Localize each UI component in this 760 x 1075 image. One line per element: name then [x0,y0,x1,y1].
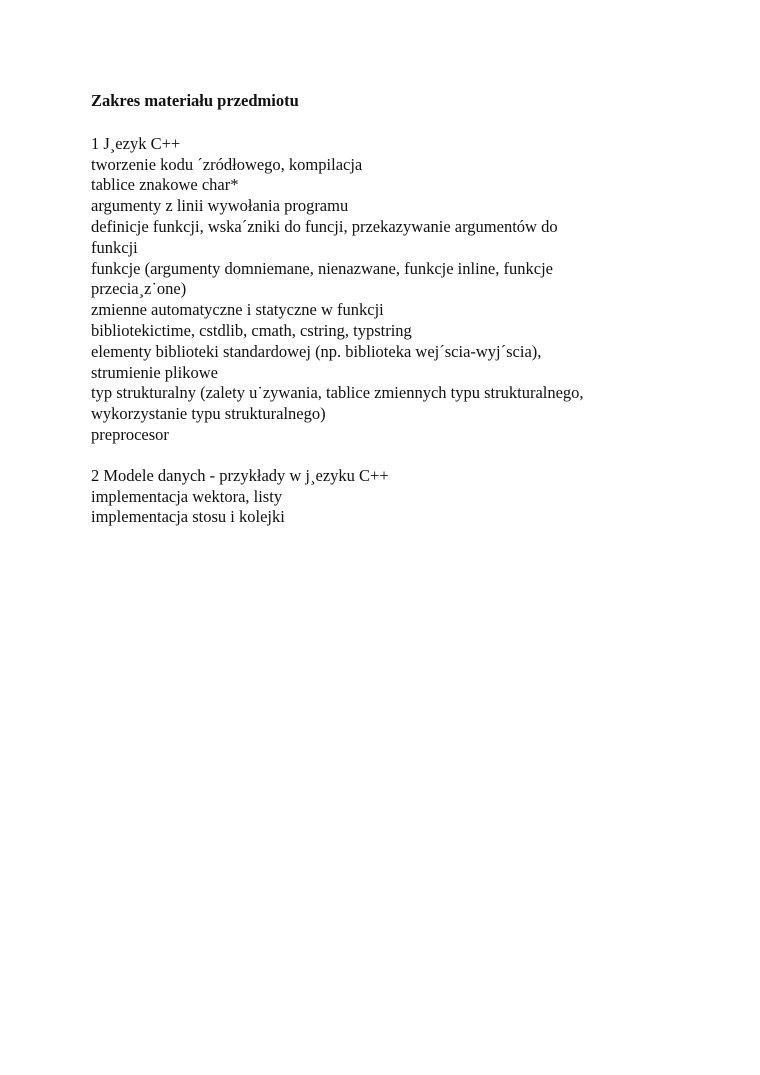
section-line: funkcje (argumenty domniemane, nienazwane, funkcje inline, funkcje [91,258,553,278]
section-line: definicje funkcji, wska´zniki do funcji, przekazywanie argumentów do [91,216,558,236]
section-line: tablice znakowe char* [91,175,239,195]
section-heading: 1 J¸ezyk C++ [91,133,181,153]
section-line: przecia¸z˙one) [91,279,187,299]
section-modele-danych [91,466,711,528]
section-line: implementacja stosu i kolejki [91,507,285,527]
document-content [91,91,711,548]
section-line: funkcji [91,237,138,257]
section-line: strumienie plikowe [91,362,218,382]
section-line: bibliotekictime, cstdlib, cmath, cstring, typstring [91,320,412,340]
document-title: Zakres materiału przedmiotu [91,91,299,110]
section-line: argumenty z linii wywołania programu [91,196,349,216]
section-line: elementy biblioteki standardowej (np. biblioteka wej´scia-wyj´scia), [91,341,542,361]
section-line: typ strukturalny (zalety u˙zywania, tablice zmiennych typu strukturalnego, [91,383,584,403]
section-heading: 2 Modele danych - przykłady w j¸ezyku C++ [91,465,389,485]
section-line: implementacja wektora, listy [91,486,283,506]
section-line: tworzenie kodu ´zródłowego, kompilacja [91,154,363,174]
section-line: preprocesor [91,424,169,444]
section-line: zmienne automatyczne i statyczne w funkcji [91,300,384,320]
section-line: wykorzystanie typu strukturalnego) [91,404,326,424]
section-jezyk-cpp [91,134,711,446]
